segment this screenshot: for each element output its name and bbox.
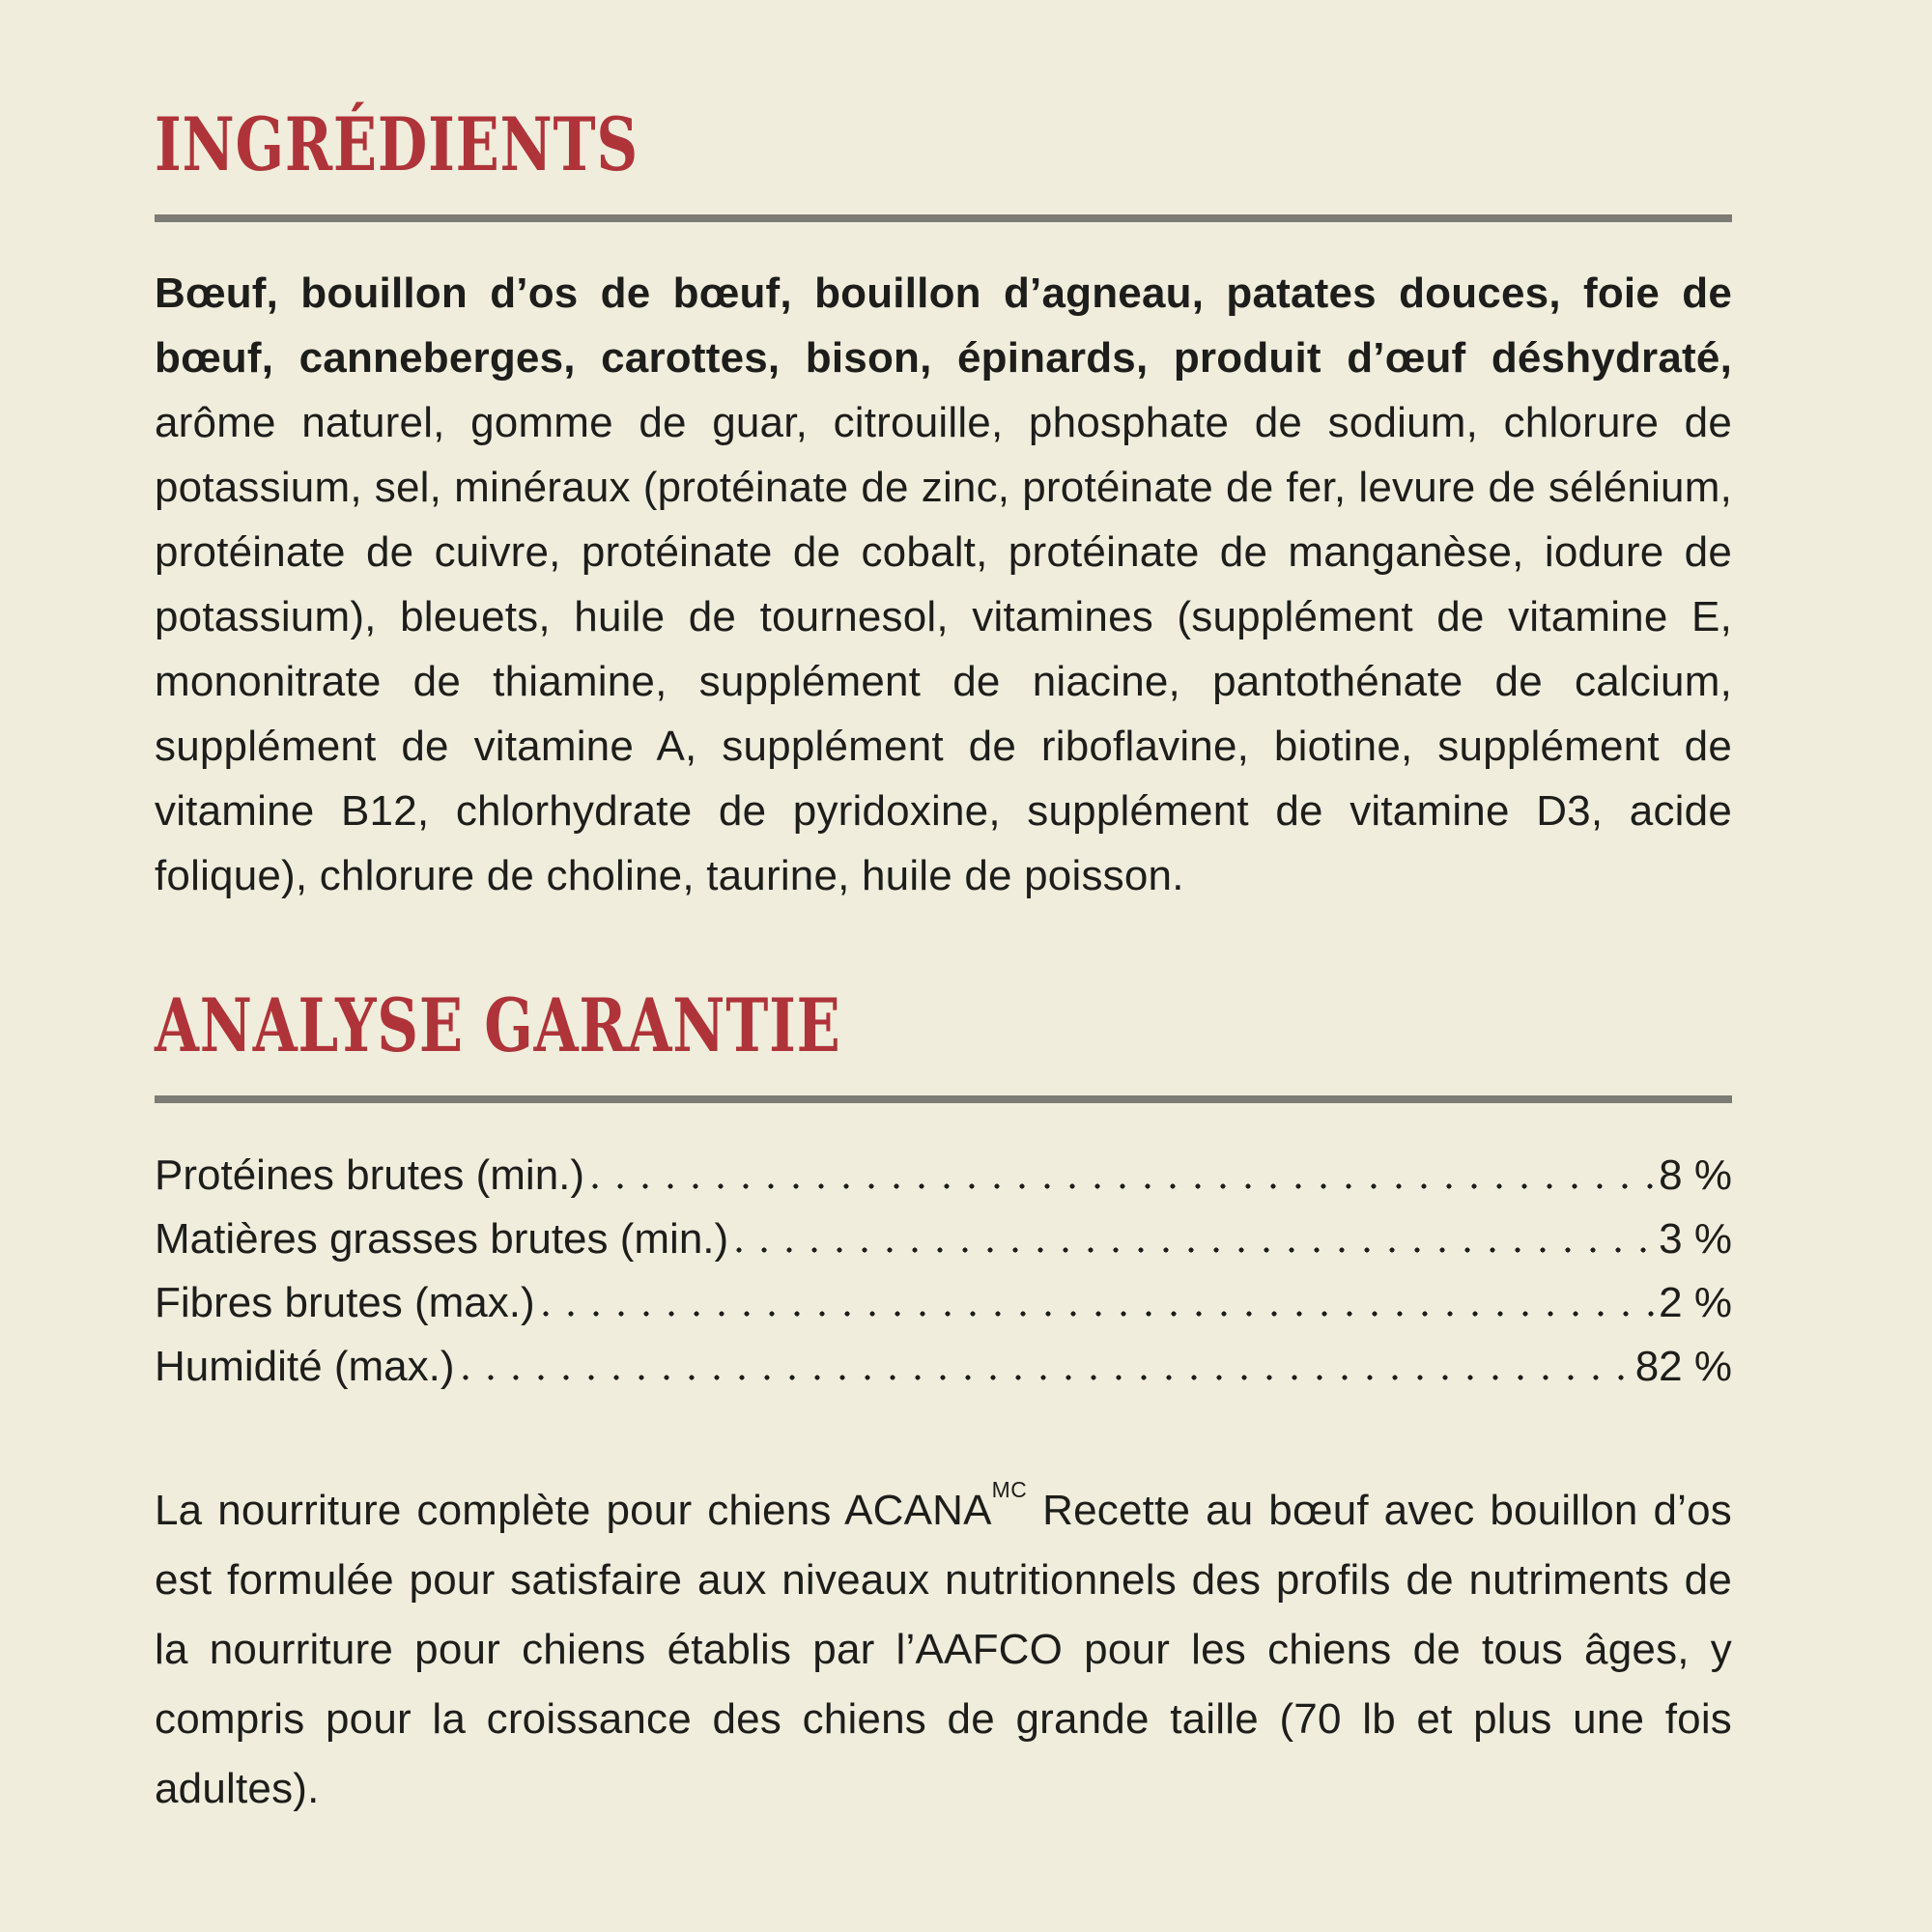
dot-leader xyxy=(535,1271,1660,1335)
guaranteed-analysis-divider-rule xyxy=(155,1095,1732,1103)
trademark-superscript: MC xyxy=(991,1477,1028,1502)
table-row xyxy=(155,1208,1732,1271)
ingredients-divider-rule xyxy=(155,214,1732,222)
dot-leader xyxy=(728,1208,1659,1271)
table-row xyxy=(155,1144,1732,1208)
ingredients-section xyxy=(155,101,1732,908)
analysis-value: 8 % xyxy=(1659,1151,1732,1199)
ingredients-text xyxy=(155,261,1732,908)
guaranteed-analysis-heading: ANALYSE GARANTIE xyxy=(155,982,841,1068)
analysis-value: 82 % xyxy=(1634,1343,1732,1390)
ingredients-regular-tail: arôme naturel, gomme de guar, citrouille, phosphate de sodium, chlorure de potassium, sel, minéraux (protéinate de zinc, protéinate de fer, levure de sélénium, protéinate de cuivre, protéinate de cobalt, protéinate de manganèse, iodure de potassium), bleuets, huile de tournesol, vitamines (supplément de vitamine E, mononitrate de thiamine, supplément de niacine, pantothénate de calcium, supplément de vitamine A, supplément de riboflavine, biotine, supplément de vitamine B12, chlorhydrate de pyridoxine, supplément de vitamine D3, acide folique), chlorure de choline, taurine, huile de poisson. xyxy=(155,399,1732,899)
analysis-label: Fibres brutes (max.) xyxy=(155,1279,535,1326)
analysis-label: Protéines brutes (min.) xyxy=(155,1151,585,1199)
table-row xyxy=(155,1271,1732,1335)
dot-leader xyxy=(584,1144,1659,1208)
analysis-label: Matières grasses brutes (min.) xyxy=(155,1215,729,1263)
aafco-statement-suffix: Recette au bœuf avec bouillon d’os est formulée pour satisfaire aux niveaux nutritionnels des profils de nutriments de la nourriture pour chiens établis par l’AAFCO pour les chiens de tous âges, y compris pour la croissance des chiens de grande taille (70 lb et plus une fois adultes). xyxy=(155,1487,1733,1812)
analysis-value: 2 % xyxy=(1659,1279,1732,1326)
dot-leader xyxy=(455,1335,1635,1399)
analysis-label: Humidité (max.) xyxy=(155,1343,455,1390)
analysis-value: 3 % xyxy=(1659,1215,1732,1263)
aafco-statement xyxy=(155,1476,1732,1824)
aafco-statement-prefix: La nourriture complète pour chiens ACANA xyxy=(155,1487,992,1534)
guaranteed-analysis-table xyxy=(155,1144,1732,1399)
ingredients-bold-lead: Bœuf, bouillon d’os de bœuf, bouillon d’agneau, patates douces, foie de bœuf, canneberges, carottes, bison, épinards, produit d’œuf déshydraté, xyxy=(155,270,1732,382)
guaranteed-analysis-section xyxy=(155,982,1732,1399)
table-row xyxy=(155,1335,1732,1399)
ingredients-heading: INGRÉDIENTS xyxy=(155,101,639,187)
